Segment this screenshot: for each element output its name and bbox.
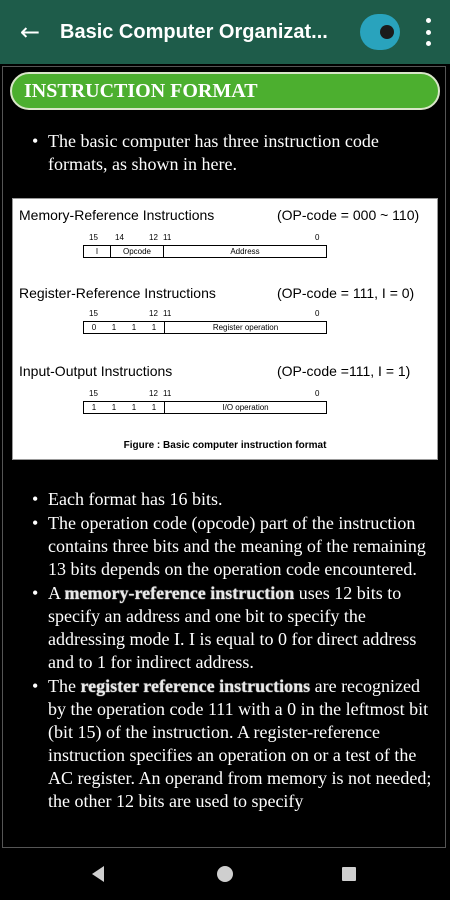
field-cell: 0 <box>91 323 97 332</box>
highlighted-term: memory-reference instruction <box>64 583 295 603</box>
nav-recents-icon[interactable] <box>342 867 356 881</box>
field-cell: I/O operation <box>222 403 269 412</box>
system-nav-bar <box>0 848 450 900</box>
highlighted-term: register reference instructions <box>80 676 311 696</box>
field-cell: 1 <box>91 403 97 412</box>
bit-label: 14 <box>115 233 124 242</box>
bit-label: 0 <box>315 233 320 242</box>
row-label: Input-Output Instructions <box>19 363 173 379</box>
field-cell: I <box>95 247 99 256</box>
field-cell: Address <box>230 247 260 256</box>
bit-label: 15 <box>89 309 98 318</box>
bit-label: 12 <box>149 233 158 242</box>
register-box <box>83 245 327 258</box>
opcode-label: (OP-code =111, I = 1) <box>277 363 411 379</box>
list-item: • The operation code (opcode) part of the instruction contains three bits and the meaning of the remaining 13 bits depends on the operation code encountered. <box>14 512 440 581</box>
row-label: Register-Reference Instructions <box>19 285 216 301</box>
field-cell: 1 <box>131 403 137 412</box>
bit-label: 15 <box>89 389 98 398</box>
field-cell: Register operation <box>212 323 279 332</box>
field-cell: Opcode <box>122 247 152 256</box>
register-box <box>83 401 327 414</box>
field-cell: 1 <box>111 403 117 412</box>
opcode-label: (OP-code = 111, I = 0) <box>277 285 415 301</box>
app-bar <box>0 0 450 64</box>
bit-label: 0 <box>315 389 320 398</box>
toggle-knob <box>380 25 394 39</box>
field-cell: 1 <box>151 323 157 332</box>
instruction-format-figure <box>12 198 438 460</box>
bit-label: 11 <box>163 233 172 242</box>
register-box <box>83 321 327 334</box>
list-item: • The basic computer has three instruction code formats, as shown in here. <box>14 130 440 176</box>
list-item: • A memory-reference instruction uses 12 bits to specify an address and one bit to specify the addressing mode I. I is equal to 0 for direct address and to 1 for indirect address. <box>14 582 440 674</box>
nav-back-icon[interactable] <box>92 866 104 882</box>
bit-label: 11 <box>163 389 172 398</box>
list-item: • Each format has 16 bits. <box>14 488 440 511</box>
bit-label: 11 <box>163 309 172 318</box>
intro-list <box>14 130 440 176</box>
arrow-back-icon: ← <box>19 18 41 46</box>
back-button[interactable] <box>0 0 60 64</box>
nav-home-icon[interactable] <box>217 866 233 882</box>
theme-toggle[interactable] <box>360 14 400 50</box>
field-cell: 1 <box>151 403 157 412</box>
details-list <box>14 488 440 814</box>
field-cell: 1 <box>111 323 117 332</box>
bit-label: 0 <box>315 309 320 318</box>
row-label: Memory-Reference Instructions <box>19 207 215 223</box>
bit-label: 12 <box>149 309 158 318</box>
list-item: • The register reference instructions are recognized by the operation code 111 with a 0 in the leftmost bit (bit 15) of the instruction. A register-reference instruction specifies an operation on or a test of the AC register. An operand from memory is not needed; the other 12 bits are used to specify <box>14 675 440 813</box>
section-heading: INSTRUCTION FORMAT <box>10 72 440 110</box>
opcode-label: (OP-code = 000 ~ 110) <box>277 207 420 223</box>
bit-label: 15 <box>89 233 98 242</box>
page-title: Basic Computer Organizat... <box>60 20 328 43</box>
figure-caption: Figure : Basic computer instruction format <box>123 440 327 451</box>
field-cell: 1 <box>131 323 137 332</box>
content-area[interactable] <box>0 64 450 848</box>
more-vert-icon[interactable] <box>418 18 438 46</box>
bit-label: 12 <box>149 389 158 398</box>
